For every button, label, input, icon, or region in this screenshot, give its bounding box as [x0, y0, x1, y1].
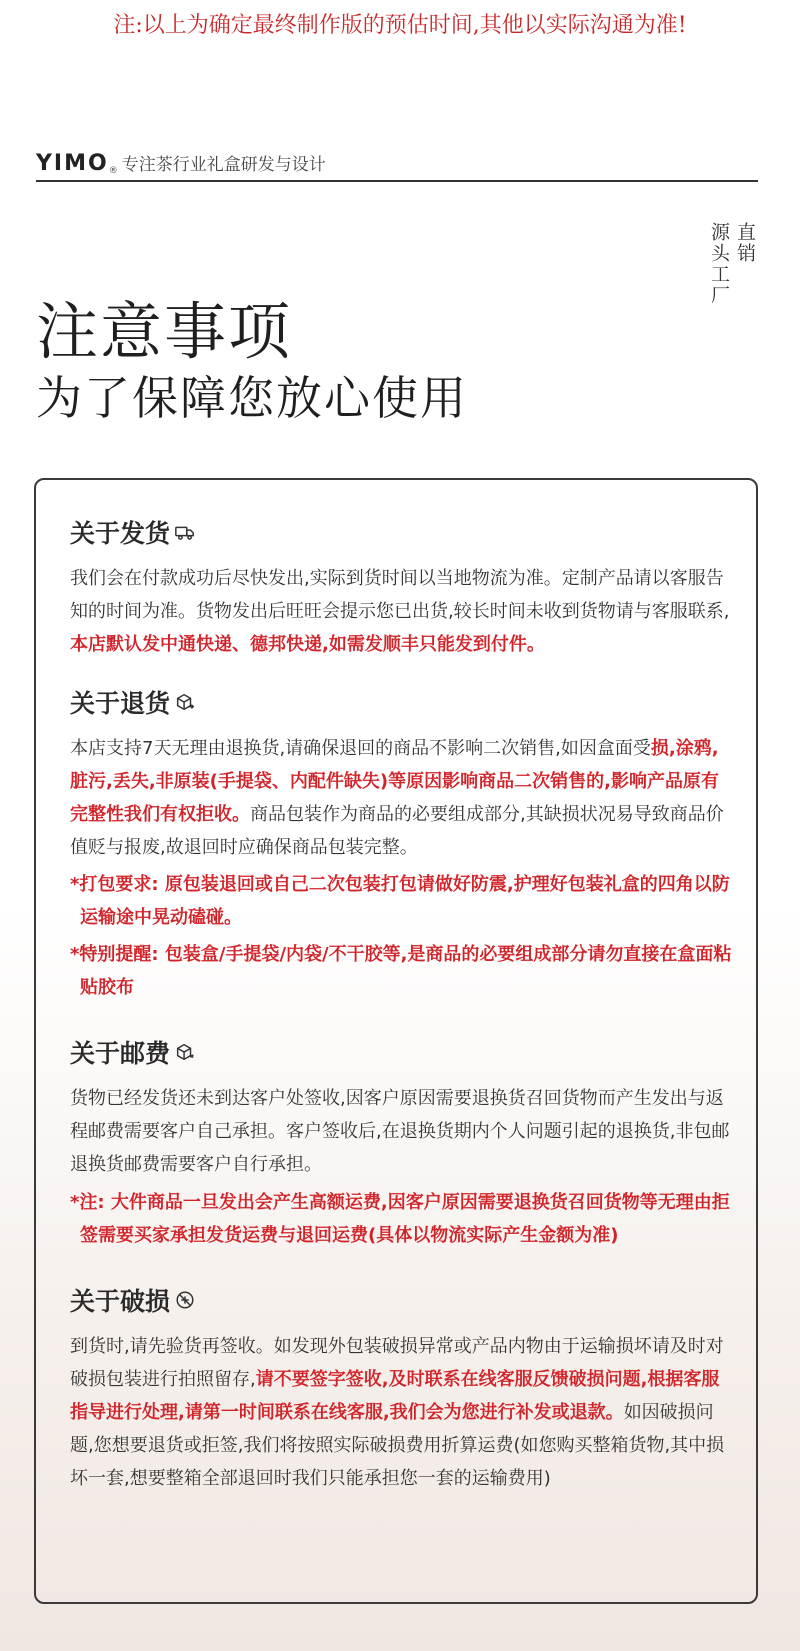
broken-seal-icon [174, 1289, 196, 1311]
truck-icon [174, 521, 196, 543]
top-notice: 注:以上为确定最终制作版的预估时间,其他以实际沟通为准! [113, 13, 687, 38]
returns-highlight: 损,涂鸦,脏污,丢失,非原装(手提袋、内配件缺失)等原因影响商品二次销售的,影响产品原有完整性我们有权拒收。 [70, 738, 719, 825]
damage-text-2: 如因破损问题,您想要退货或拒签,我们将按照实际破损费用折算运费(如您购买整箱货物,其中损坏一套,想要整箱全部退回时我们只能承担您一套的运输费用) [70, 1402, 725, 1489]
returns-text-1: 本店支持7天无理由退换货,请确保退回的商品不影响二次销售,如因盒面受 [70, 738, 651, 759]
damage-text-1: 到货时,请先验货再签收。如发现外包装破损异常或产品内物由于运输损坏请及时对破损包装进行拍照留存, [70, 1336, 724, 1390]
section-title-returns-label: 关于退货 [70, 689, 171, 718]
registered-mark: ® [108, 166, 118, 176]
vertical-text-1: 直销 [734, 222, 756, 264]
shipping-paragraph [70, 562, 730, 661]
damage-paragraph [70, 1330, 730, 1495]
brand-logo: YIMO [36, 151, 109, 176]
postage-note: *注: 大件商品一旦发出会产生高额运费,因客户原因需要退换货召回货物等无理由拒签需要买家承担发货运费与退回运费(具体以物流实际产生金额为准) [70, 1192, 730, 1246]
brand-header [36, 150, 758, 182]
box-stamp-icon [174, 1041, 196, 1063]
returns-paragraph [70, 732, 730, 864]
section-title-postage [70, 1034, 196, 1070]
brand-tagline: 专注茶行业礼盒研发与设计 [121, 155, 326, 175]
special-reminder-note: *特别提醒: 包装盒/手提袋/内袋/不干胶等,是商品的必要组成部分请勿直接在盒面粘贴胶布 [70, 944, 732, 998]
section-title-damage-label: 关于破损 [70, 1287, 171, 1316]
section-title-shipping [70, 514, 196, 550]
shipping-text: 我们会在付款成功后尽快发出,实际到货时间以当地物流为准。定制产品请以客服告知的时间为准。货物发出后旺旺会提示您已出货,较长时间未收到货物请与客服联系, [70, 568, 730, 622]
packing-requirement-note: *打包要求: 原包装退回或自己二次包装打包请做好防震,护理好包装礼盒的四角以防运输途中晃动磕碰。 [70, 874, 730, 928]
section-title-returns [70, 684, 196, 720]
box-return-icon [174, 691, 196, 713]
page-title: 注意事项 [36, 295, 293, 368]
vertical-slogan [708, 222, 756, 306]
section-title-postage-label: 关于邮费 [70, 1039, 171, 1068]
returns-text-2: 商品包装作为商品的必要组成部分,其缺损状况易导致商品价值贬与报废,故退回时应确保商品包装完整。 [70, 804, 724, 858]
shipping-highlight: 本店默认发中通快递、德邦快递,如需发顺丰只能发到付件。 [70, 634, 545, 655]
page-subtitle: 为了保障您放心使用 [36, 371, 468, 425]
damage-highlight: 请不要签字签收,及时联系在线客服反馈破损问题,根据客服指导进行处理,请第一时间联系在线客服,我们会为您进行补发或退款。 [70, 1369, 720, 1423]
section-title-shipping-label: 关于发货 [70, 519, 171, 548]
notice-card [34, 478, 758, 1604]
section-title-damage [70, 1282, 196, 1318]
postage-paragraph: 货物已经发货还未到达客户处签收,因客户原因需要退换货召回货物而产生发出与返程邮费需要客户自己承担。客户签收后,在退换货期内个人问题引起的退换货,非包邮退换货邮费需要客户自行承担。 [70, 1088, 730, 1175]
vertical-text-2: 源头工厂 [708, 222, 730, 306]
